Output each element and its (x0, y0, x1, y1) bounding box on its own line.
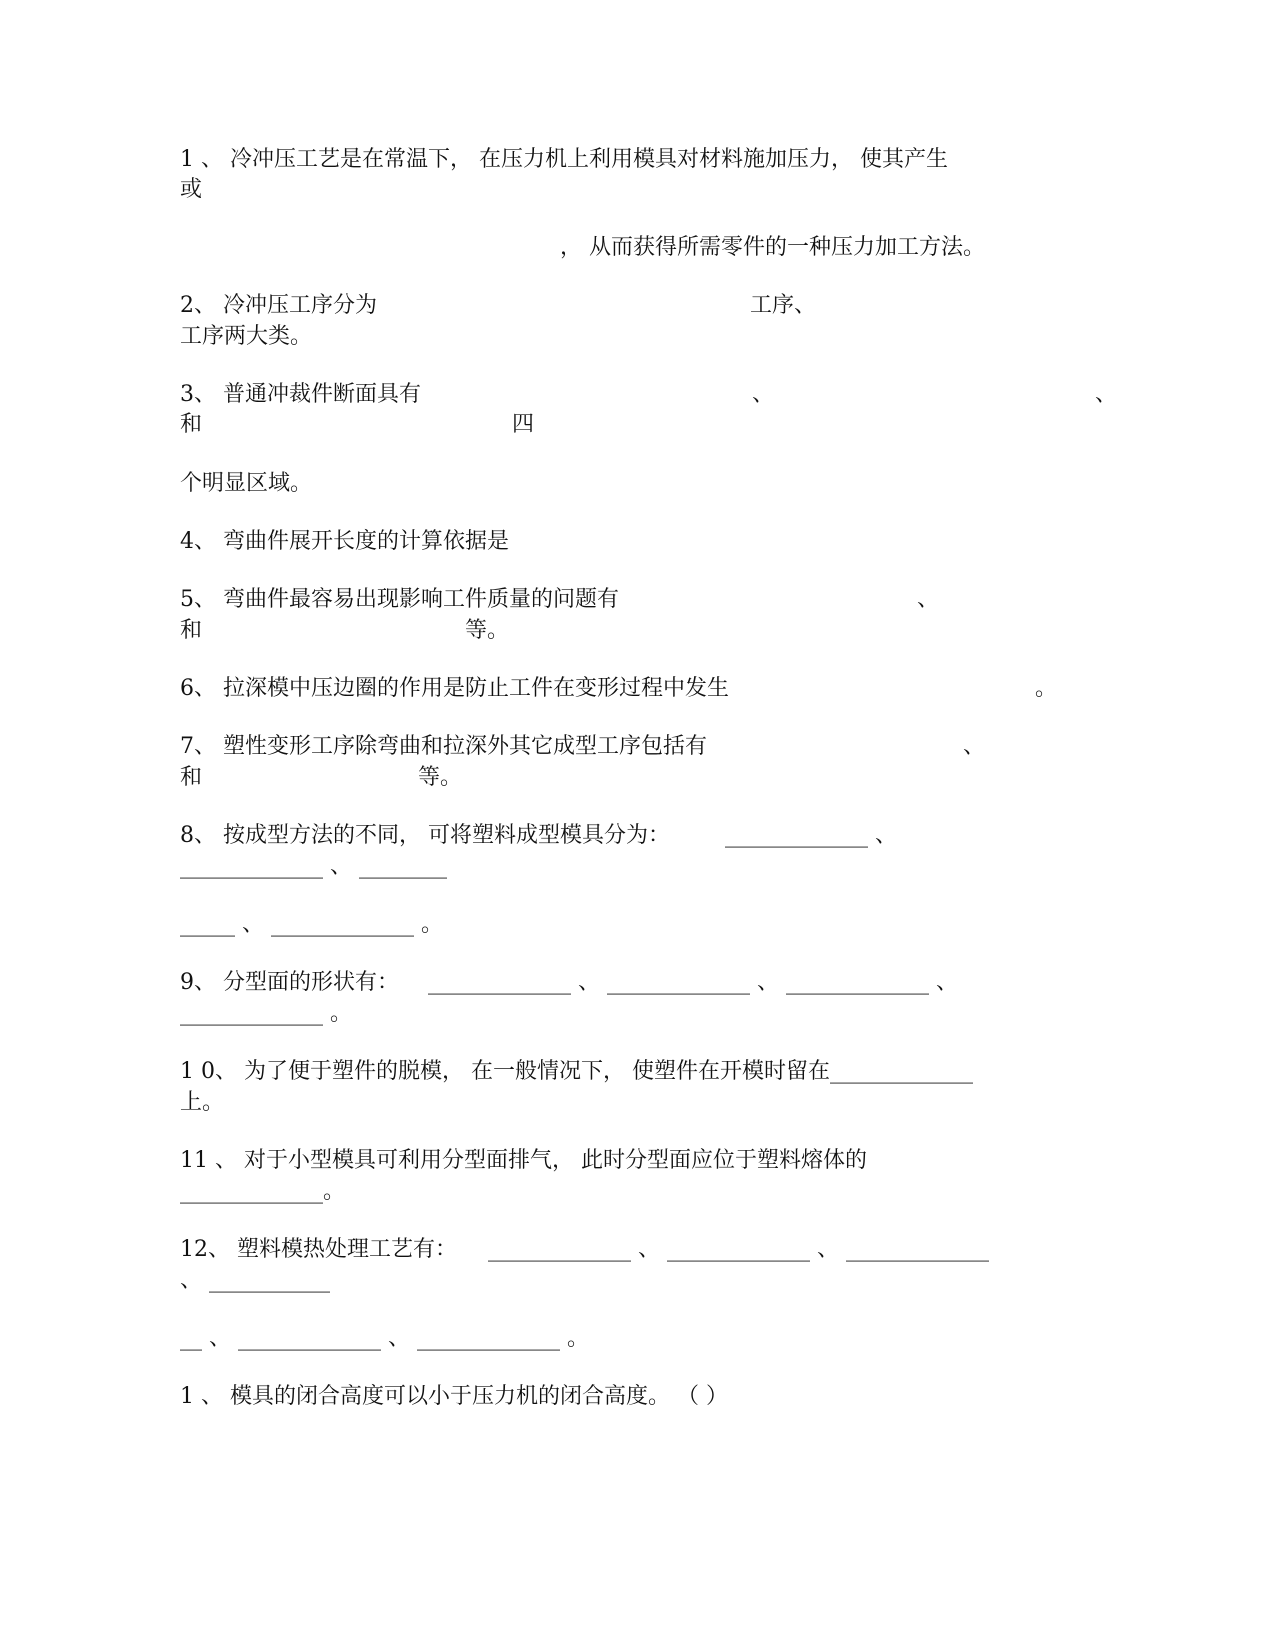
q8-blanks3: _____ 、 _____________ 。 (180, 912, 443, 937)
q11-tail: _____________。 (180, 1179, 346, 1204)
q3-sep2: 、 (1095, 382, 1118, 407)
q12-blanks3: __ 、 _____________ 、 _____________ 。 (180, 1326, 589, 1351)
q3-tail: 个明显区域。 (180, 471, 313, 496)
q5-text: 5、 弯曲件最容易出现影响工件质量的问题有 (180, 587, 619, 612)
q3-text: 3、 普通冲裁件断面具有 (180, 382, 421, 407)
q6-text: 6、 拉深模中压边圈的作用是防止工件在变形过程中发生 (180, 676, 729, 701)
q3-four: 四 (512, 412, 535, 437)
q8-blanks2: _____________ 、 ________ (180, 854, 447, 879)
true-false-q1: 1 、 模具的闭合高度可以小于压力机的闭合高度。 （ ） (180, 1384, 728, 1409)
q1-line1: 1 、 冷冲压工艺是在常温下， 在压力机上利用模具对材料施加压力， 使其产生 (180, 147, 948, 172)
q3-sep1: 、 (752, 382, 775, 407)
q7-and: 和 (180, 765, 203, 790)
q7-text: 7、 塑性变形工序除弯曲和拉深外其它成型工序包括有 (180, 734, 707, 759)
q4-text: 4、 弯曲件展开长度的计算依据是 (180, 529, 509, 554)
q9-blanks1: _____________ 、 _____________ 、 _____________ 、 (428, 970, 958, 995)
q3-and: 和 (180, 412, 203, 437)
q2-text: 2、 冷冲压工序分为 (180, 293, 377, 318)
q2-blank-label: 工序、 (750, 293, 817, 318)
q10-tail: 上。 (180, 1090, 225, 1115)
q10-text: 1 0、 为了便于塑件的脱模， 在一般情况下， 使塑件在开模时留在_____________ (180, 1059, 973, 1084)
q5-tail: 等。 (465, 618, 510, 643)
q9-text: 9、 分型面的形状有： (180, 970, 399, 995)
q1-line3: ， 从而获得所需零件的一种压力加工方法。 (560, 235, 985, 260)
q12-blanks1: _____________ 、 _____________ 、 _____________ (488, 1237, 989, 1262)
q12-blanks2: 、 ___________ (180, 1268, 330, 1293)
q9-blanks2: _____________ 。 (180, 1001, 352, 1026)
q5-and: 和 (180, 618, 203, 643)
q5-sep: 、 (917, 587, 940, 612)
q11-text: 11 、 对于小型模具可利用分型面排气， 此时分型面应位于塑料熔体的 (180, 1148, 867, 1173)
q6-end: 。 (1035, 676, 1058, 701)
q12-text: 12、 塑料模热处理工艺有： (180, 1237, 457, 1262)
q7-tail: 等。 (418, 765, 463, 790)
q2-tail: 工序两大类。 (180, 324, 313, 349)
q7-sep: 、 (963, 734, 986, 759)
q8-blank1: _____________ 、 (725, 823, 897, 848)
q1-line2: 或 (180, 177, 203, 202)
q8-text: 8、 按成型方法的不同， 可将塑料成型模具分为： (180, 823, 670, 848)
